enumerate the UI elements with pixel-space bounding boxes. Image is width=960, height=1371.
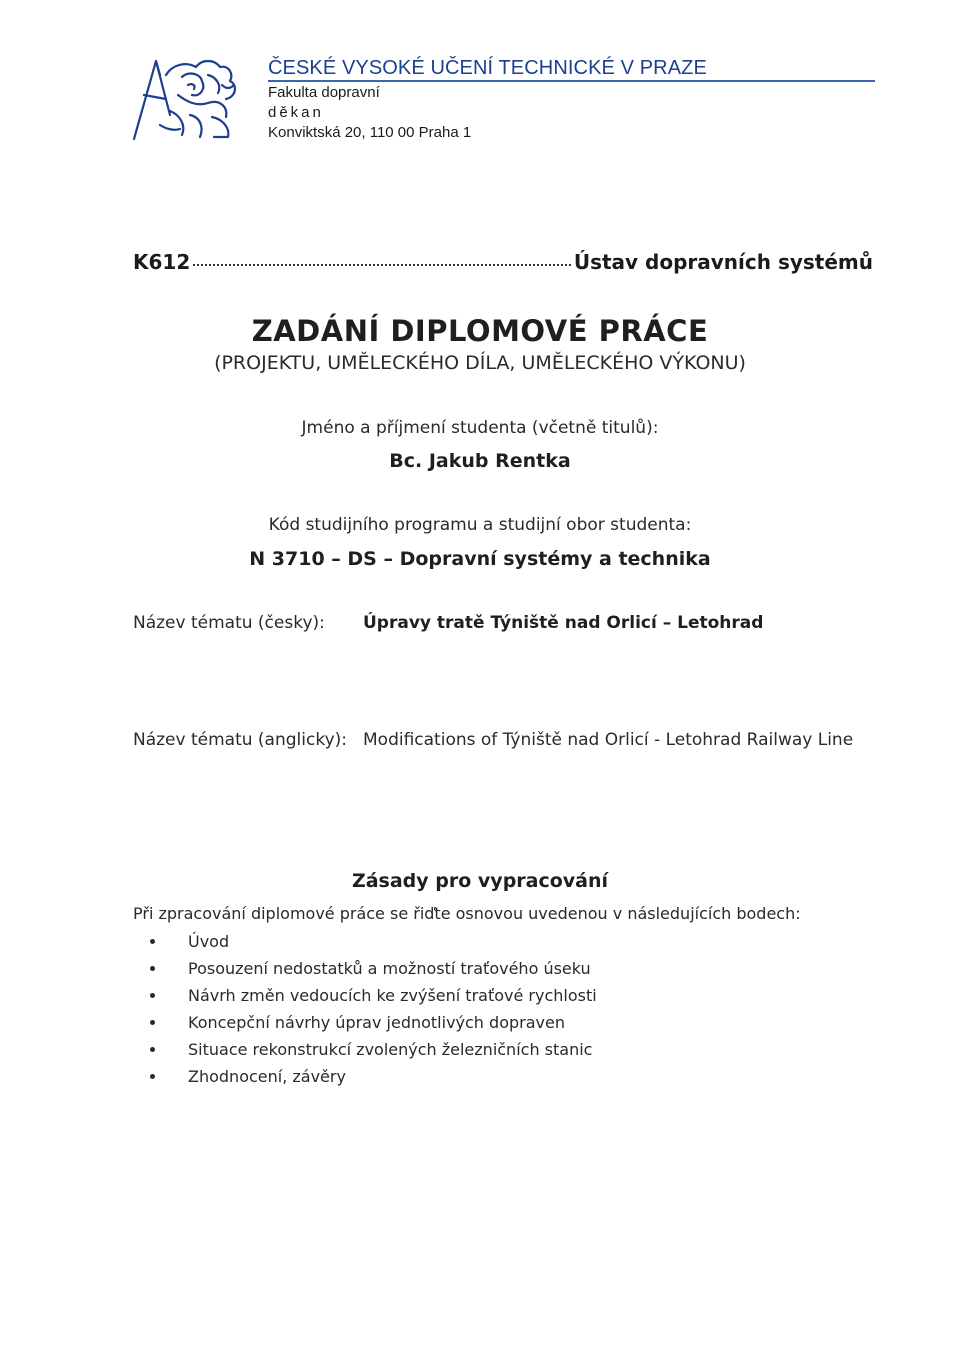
list-item	[150, 1009, 597, 1036]
document-subtitle: (PROJEKTU, UMĚLECKÉHO DÍLA, UMĚLECKÉHO VÝKONU)	[214, 352, 746, 374]
bullet-icon	[150, 939, 155, 944]
list-item	[150, 1063, 597, 1090]
program-value: N 3710 – DS – Dopravní systémy a technika	[249, 548, 711, 570]
bullet-icon	[150, 1047, 155, 1052]
university-name: ČESKÉ VYSOKÉ UČENÍ TECHNICKÉ V PRAZE	[268, 57, 707, 79]
topic-cz-value: Úpravy tratě Týniště nad Orlicí – Letohrad	[363, 613, 764, 633]
document-title: ZADÁNÍ DIPLOMOVÉ PRÁCE	[251, 314, 709, 348]
list-item-text: Posouzení nedostatků a možností traťového úseku	[188, 959, 591, 978]
guidelines-list	[150, 928, 597, 1090]
list-item-text: Koncepční návrhy úprav jednotlivých dopraven	[188, 1013, 565, 1032]
bullet-icon	[150, 966, 155, 971]
list-item-text: Úvod	[188, 932, 230, 951]
letterhead-rule	[268, 80, 875, 82]
list-item-text: Zhodnocení, závěry	[188, 1067, 346, 1086]
program-label: Kód studijního programu a studijní obor studenta:	[268, 515, 692, 535]
dotted-leader	[193, 264, 571, 266]
bullet-icon	[150, 1020, 155, 1025]
department-code: K612	[133, 250, 191, 274]
bullet-icon	[150, 993, 155, 998]
student-label: Jméno a příjmení studenta (včetně titulů):	[301, 418, 659, 438]
cvut-lion-logo-icon	[130, 55, 240, 140]
student-name: Bc. Jakub Rentka	[389, 450, 571, 472]
address: Konviktská 20, 110 00 Praha 1	[268, 124, 472, 141]
list-item	[150, 928, 597, 955]
list-item	[150, 982, 597, 1009]
department-name: Ústav dopravních systémů	[573, 250, 873, 274]
department-line	[133, 250, 873, 274]
guidelines-heading: Zásady pro vypracování	[351, 870, 609, 892]
list-item	[150, 1036, 597, 1063]
guidelines-intro: Při zpracování diplomové práce se řiďte osnovou uvedenou v následujících bodech:	[133, 904, 801, 923]
topic-cz-label: Název tématu (česky):	[133, 613, 325, 633]
bullet-icon	[150, 1074, 155, 1079]
topic-en-label: Název tématu (anglicky):	[133, 730, 347, 750]
list-item	[150, 955, 597, 982]
faculty-name: Fakulta dopravní	[268, 84, 380, 101]
list-item-text: Situace rekonstrukcí zvolených železničních stanic	[188, 1040, 593, 1059]
dean-title: děkan	[268, 104, 324, 121]
list-item-text: Návrh změn vedoucích ke zvýšení traťové rychlosti	[188, 986, 597, 1005]
topic-en-value: Modifications of Týniště nad Orlicí - Letohrad Railway Line	[363, 730, 854, 750]
